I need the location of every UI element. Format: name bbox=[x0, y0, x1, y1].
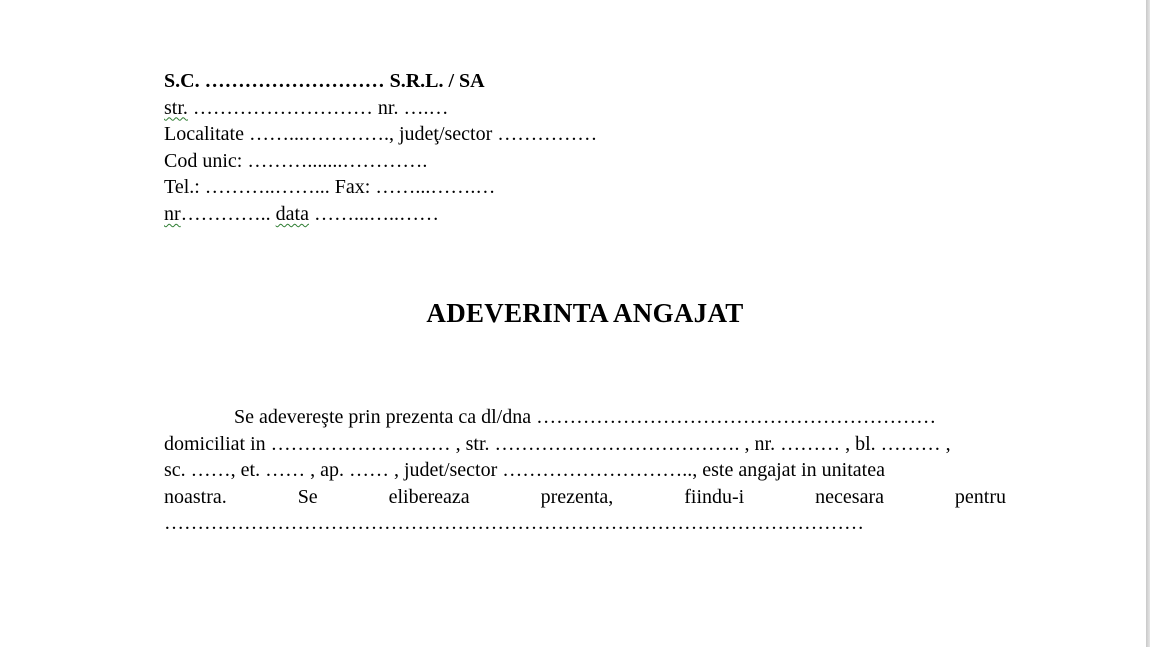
body-line-5: …………………………………………………………………………………………… bbox=[164, 512, 864, 535]
body-line-1: Se adevereşte prin prezenta ca dl/dna …………………………………………………… bbox=[234, 406, 937, 428]
body-line-2: domiciliat in ……………………… , str. ………………………………. , nr. ……… , bl. ……… , bbox=[164, 432, 951, 455]
data-word: data bbox=[275, 202, 309, 225]
body-word: Se bbox=[297, 485, 318, 508]
document-title: ADEVERINTA ANGAJAT bbox=[426, 298, 744, 328]
certificate-body bbox=[164, 404, 1006, 537]
nr-dots: ………….. bbox=[180, 202, 276, 225]
cod-unic-line: Cod unic: ……….......…………. bbox=[164, 149, 428, 172]
body-line-3: sc. ……, et. …… , ap. …… , judet/sector ……………………….., este angajat in unitatea bbox=[164, 459, 885, 482]
company-header bbox=[164, 68, 764, 228]
locality-line: Localitate ……...…………., judeţ/sector …………… bbox=[164, 123, 598, 146]
nr-data-line bbox=[164, 201, 764, 228]
street-prefix: str. bbox=[164, 96, 188, 119]
street-rest: ……………………… nr. ….… bbox=[187, 96, 449, 119]
nr-prefix: nr bbox=[164, 202, 181, 225]
body-word: prezenta, bbox=[540, 485, 614, 508]
tel-fax-line: Tel.: ………..……... Fax: ……...…….… bbox=[164, 176, 496, 199]
body-word: noastra. bbox=[164, 485, 227, 508]
body-word: fiindu-i bbox=[684, 485, 745, 508]
body-word: elibereaza bbox=[388, 485, 470, 508]
data-dots: ……...…..…… bbox=[308, 202, 439, 225]
street-line bbox=[164, 95, 764, 122]
body-word: necesara bbox=[815, 485, 884, 508]
body-word: pentru bbox=[954, 485, 1006, 508]
body-line-4 bbox=[164, 484, 1006, 511]
page-edge-divider bbox=[1146, 0, 1150, 647]
company-name-line: S.C. ……………………… S.R.L. / SA bbox=[164, 70, 485, 92]
